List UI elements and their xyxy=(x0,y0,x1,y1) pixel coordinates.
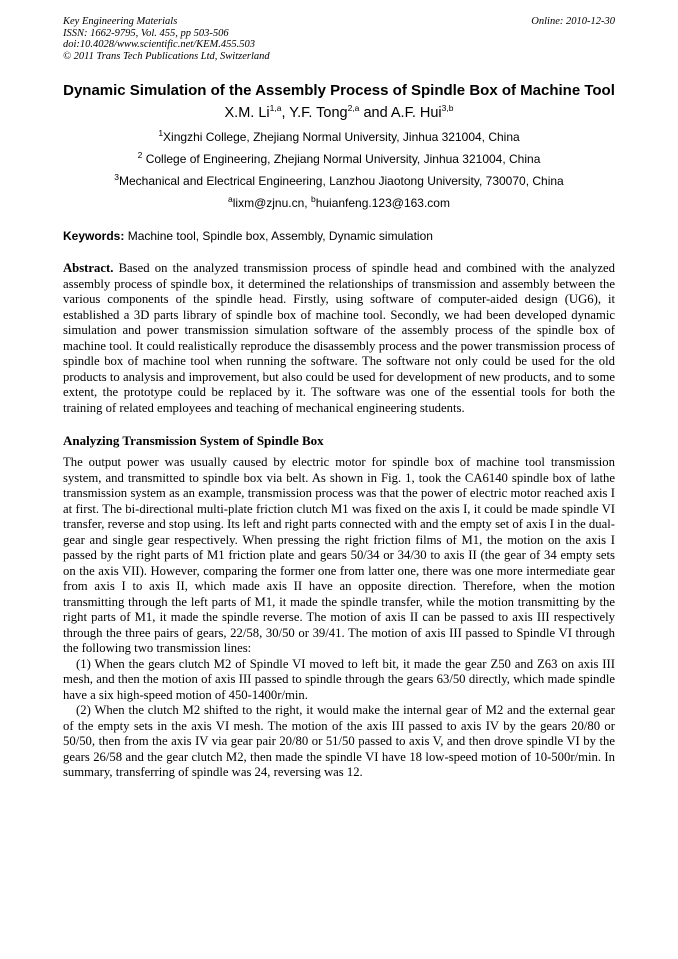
author-name: A.F. Hui xyxy=(390,105,442,121)
body-paragraph: (1) When the gears clutch M2 of Spindle VI moved to left bit, it made the gear Z50 and Z63 on axis III mesh, and then the motion of axis III passed to spindle through the gears 63/50 directly, which made spindle have a six high-speed motion of 450-1400r/min. xyxy=(63,656,615,702)
author-separator: , xyxy=(281,105,290,121)
journal-copyright: © 2011 Trans Tech Publications Ltd, Switzerland xyxy=(63,50,270,62)
section-heading: Analyzing Transmission System of Spindle Box xyxy=(63,433,324,448)
paper-page xyxy=(63,16,615,781)
affiliation-superscript: 2 xyxy=(137,150,143,160)
journal-doi: doi:10.4028/www.scientific.net/KEM.455.503 xyxy=(63,39,255,50)
author-list xyxy=(63,103,615,123)
abstract xyxy=(63,261,615,416)
abstract-label: Abstract. xyxy=(63,261,114,275)
author-emails xyxy=(63,196,615,211)
keywords-text: Machine tool, Spindle box, Assembly, Dynamic simulation xyxy=(124,229,433,243)
online-date: Online: 2010-12-30 xyxy=(531,16,615,27)
paper-title: Dynamic Simulation of the Assembly Process of Spindle Box of Machine Tool xyxy=(63,82,615,99)
email-superscript: b xyxy=(310,194,316,204)
email-superscript: a xyxy=(228,194,233,204)
section-body xyxy=(63,455,615,781)
keywords xyxy=(63,229,615,244)
email-link[interactable]: huianfeng.123@163.com xyxy=(315,196,450,210)
body-paragraph: (2) When the clutch M2 shifted to the right, it would make the internal gear of M2 and the external gear of the empty sets in the axis VI mesh. The motion of the axis III passed to axis IV by the gears 20/80 or 50/50, then from the axis IV via gear pair 20/80 or 51/50 passed to axis V, and then drove spindle VI by the gears 26/58 and the gear clutch M2, then made the spindle VI have 18 low-speed motion of 10-500r/min. In summary, transferring of spindle was 24, reversing was 12. xyxy=(63,703,615,779)
affiliation-text: College of Engineering, Zhejiang Normal University, Jinhua 321004, China xyxy=(142,152,541,166)
journal-name: Key Engineering Materials xyxy=(63,16,178,27)
affiliation-3 xyxy=(63,174,615,189)
journal-header xyxy=(63,16,615,62)
author-superscript: 1,a xyxy=(269,103,282,114)
body-paragraph: The output power was usually caused by electric motor for spindle box of machine tool transmission system, and transmitted to spindle box via belt. As shown in Fig. 1, took the CA6140 spindle box of lathe transmission system as an example, transmission process was that the power of electric motor reached axis I at first. The bi-directional multi-plate friction clutch M1 was fixed on the axis I, it could be made spindle VI transfer, reverse and stop using. Its left and right parts connected with and the empty set of axis I in the dual-gear and single gear respectively. When pressing the right friction films of M1, the motion on the axis I passed by the right parts of M1 friction plate and gears 50/34 or 34/30 to axis II (the gear of 34 empty sets on the axis VII). However, comparing the former one from latter one, there was one more intermediate gear from axis I to axis II, which made axis II have an opposite direction. Therefore, when the motion transmitting through the left parts of M1, it made the spindle transfer, while the motion transmitting by the right parts of M1, it made the spindle reverse. The motion of axis II can be passed to axis III respectively through the three pairs of gears, 22/58, 30/50 or 39/41. The motion of axis III passed to Spindle VI through the following two transmission lines: xyxy=(63,455,615,655)
affiliation-2 xyxy=(63,152,615,167)
affiliation-superscript: 1 xyxy=(158,128,164,138)
affiliation-1 xyxy=(63,130,615,145)
author-superscript: 2,a xyxy=(347,103,360,114)
email-link[interactable]: lixm@zjnu.cn, xyxy=(232,196,311,210)
affiliation-text: Mechanical and Electrical Engineering, Lanzhou Jiaotong University, 730070, China xyxy=(119,174,564,188)
abstract-text: Based on the analyzed transmission process of spindle head and combined with the analyzed assembly process of spindle box, it determined the relationships of transmission and assembly between the various components of the spindle head. Firstly, using software of computer-aided design (UG6), it established a 3D parts library of spindle box of machine tool. Secondly, we had been developed dynamic simulation and power transmission simulation software of the assembly process of the spindle box of machine tool. It could realistically reproduce the disassembly process and the power transmission process of spindle box of machine tool when running the software. The software not only could be used for the old products to analysis and improvement, but also could be used for development of new products, and to some extent, the prototype could be replaced by it. The software was one of the essential tools for both the training of related employees and teaching of mechanical engineering students. xyxy=(63,261,615,415)
affiliation-text: Xingzhi College, Zhejiang Normal University, Jinhua 321004, China xyxy=(163,130,520,144)
author-name: X.M. Li xyxy=(224,105,270,121)
author-separator: and xyxy=(359,105,391,121)
author-name: Y.F. Tong xyxy=(289,105,348,121)
affiliation-superscript: 3 xyxy=(114,172,119,182)
keywords-label: Keywords: xyxy=(63,229,125,243)
journal-issn: ISSN: 1662-9795, Vol. 455, pp 503-506 xyxy=(63,27,229,39)
author-superscript: 3,b xyxy=(441,103,454,114)
